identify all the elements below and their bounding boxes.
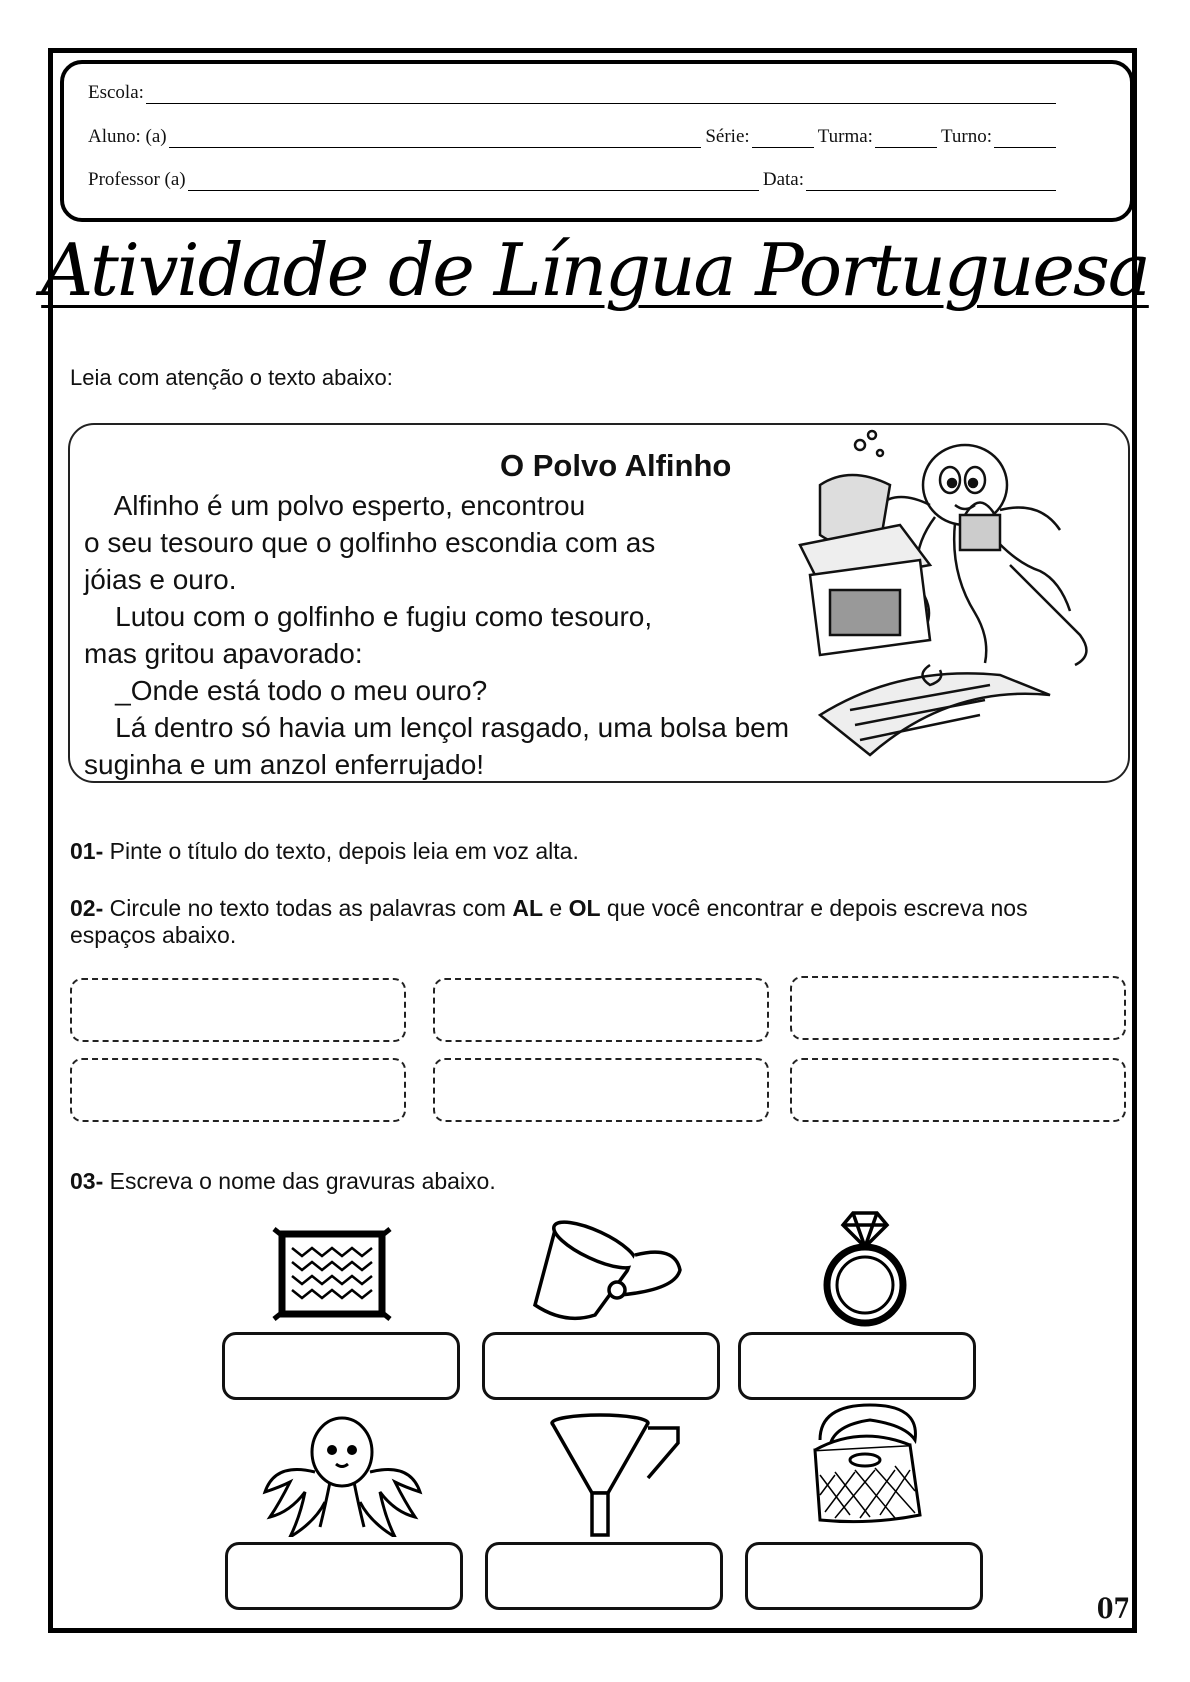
picture-answer-box[interactable] — [222, 1332, 460, 1400]
shift-label: Turno: — [940, 126, 992, 147]
grade-field[interactable] — [752, 129, 814, 148]
page-title: Atividade de Língua Portuguesa — [41, 228, 1149, 312]
class-field[interactable] — [875, 129, 937, 148]
header-box — [60, 60, 1134, 222]
question-2 — [70, 895, 1110, 949]
question-2-number: 02- — [70, 895, 104, 921]
story-line: Alfinho é um polvo esperto, encontrou — [84, 490, 586, 521]
pillow-icon — [272, 1226, 392, 1321]
word-answer-box[interactable] — [70, 1058, 406, 1122]
question-2-text-a: Circule no texto todas as palavras com — [103, 895, 513, 921]
story-line: Lutou com o golfinho e fugiu como tesouro, — [84, 601, 653, 632]
question-1-number: 01- — [70, 838, 104, 864]
story-line: _Onde está todo o meu ouro? — [84, 675, 488, 706]
question-1-text: Pinte o título do texto, depois leia em voz alta. — [103, 838, 579, 864]
picture-answer-box[interactable] — [485, 1542, 723, 1610]
bucket-icon — [525, 1210, 685, 1325]
word-answer-box[interactable] — [433, 1058, 769, 1122]
page-number: 07 — [1096, 1592, 1131, 1625]
story-line: mas gritou apavorado: — [84, 638, 363, 669]
teacher-row — [88, 169, 1060, 191]
octopus-icon — [250, 1412, 435, 1537]
question-2-text-c: que você encontrar e depois escreva nos espaços abaixo. — [70, 895, 1028, 948]
grade-label: Série: — [705, 126, 750, 147]
class-label: Turma: — [817, 126, 873, 147]
purse-icon — [800, 1400, 930, 1530]
student-field[interactable] — [169, 129, 702, 148]
question-2-text-b: e — [543, 895, 569, 921]
octopus-treasure-illustration — [760, 425, 1125, 780]
question-3-number: 03- — [70, 1168, 104, 1194]
date-field[interactable] — [806, 172, 1056, 191]
picture-answer-box[interactable] — [225, 1542, 463, 1610]
word-answer-box[interactable] — [70, 978, 406, 1042]
funnel-icon — [545, 1408, 685, 1538]
student-row — [88, 126, 1060, 148]
story-line: suginha e um anzol enferrujado! — [84, 749, 485, 780]
question-1 — [70, 838, 579, 865]
school-field[interactable] — [146, 85, 1056, 104]
school-label: Escola: — [88, 82, 144, 103]
picture-answer-box[interactable] — [738, 1332, 976, 1400]
ring-icon — [805, 1205, 925, 1330]
teacher-field[interactable] — [188, 172, 759, 191]
question-2-bold-ol: OL — [568, 895, 601, 921]
teacher-label: Professor (a) — [88, 169, 186, 190]
picture-answer-box[interactable] — [745, 1542, 983, 1610]
question-3-text: Escreva o nome das gravuras abaixo. — [103, 1168, 496, 1194]
word-answer-box[interactable] — [790, 1058, 1126, 1122]
picture-answer-box[interactable] — [482, 1332, 720, 1400]
reading-instruction: Leia com atenção o texto abaixo: — [70, 365, 393, 390]
date-label: Data: — [762, 169, 804, 190]
shift-field[interactable] — [994, 129, 1056, 148]
word-answer-box[interactable] — [790, 976, 1126, 1040]
student-label: Aluno: (a) — [88, 126, 167, 147]
question-2-bold-al: AL — [512, 895, 544, 921]
story-line: jóias e ouro. — [84, 564, 237, 595]
word-answer-box[interactable] — [433, 978, 769, 1042]
story-line: o seu tesouro que o golfinho escondia com as — [84, 527, 656, 558]
question-3 — [70, 1168, 496, 1195]
school-row — [88, 82, 1060, 104]
story-line: Lá dentro só havia um lençol rasgado, uma bolsa bem — [84, 712, 790, 743]
story-title: O Polvo Alfinho — [500, 448, 732, 483]
